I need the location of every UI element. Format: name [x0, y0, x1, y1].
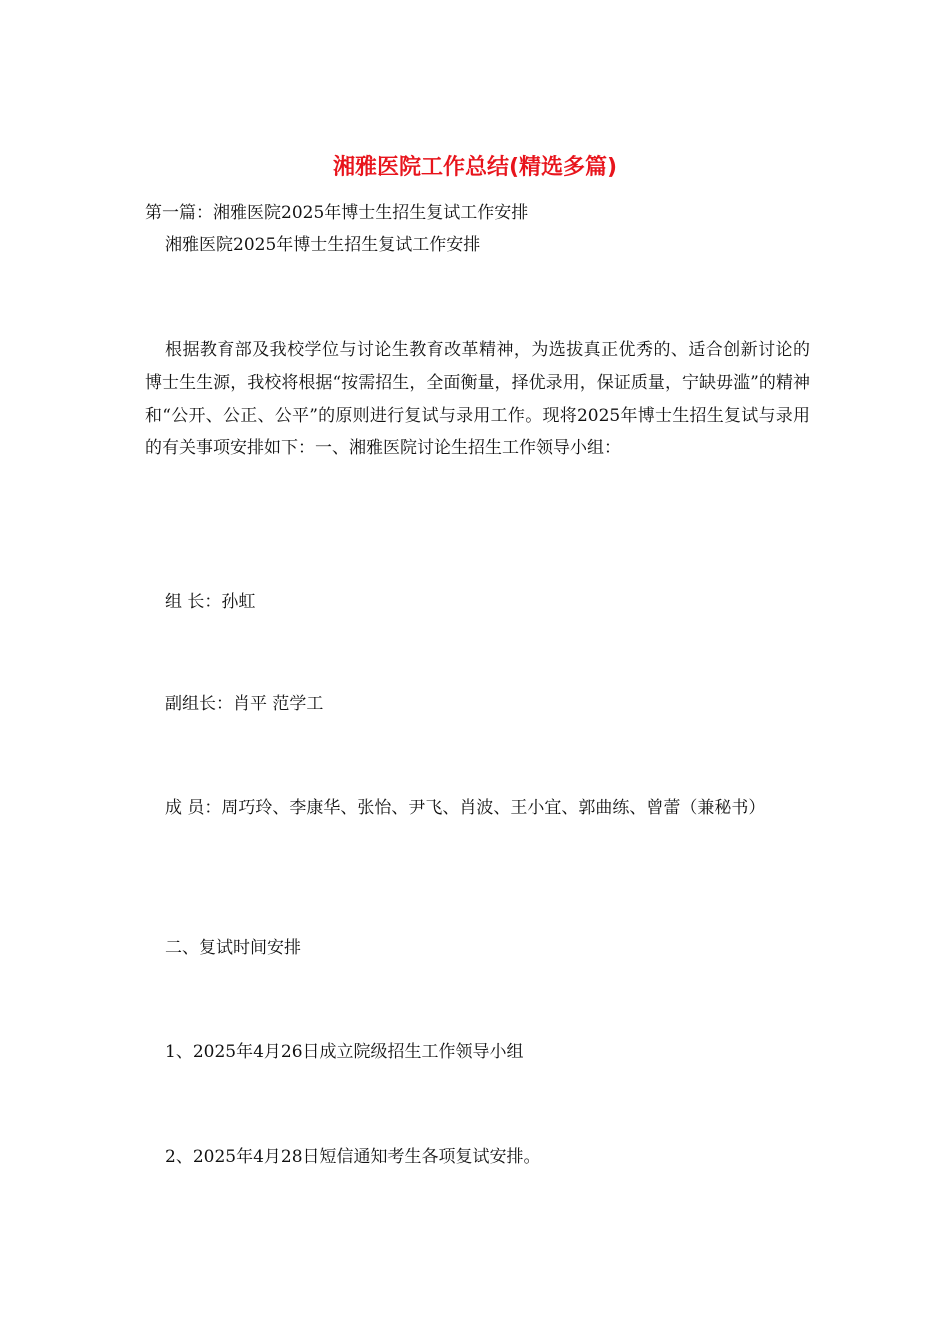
document-subtitle: 湘雅医院2025年博士生招生复试工作安排: [165, 235, 481, 255]
section-heading: 第一篇：湘雅医院2025年博士生招生复试工作安排: [145, 203, 529, 223]
leader-line: 组 长：孙虹: [165, 592, 256, 612]
intro-paragraph: 根据教育部及我校学位与讨论生教育改革精神，为选拔真正优秀的、适合创新讨论的博士生生源，我校将根据“按需招生，全面衡量，择优录用，保证质量，宁缺毋滥”的精神和“公开、公正、公平”的原则进行复试与录用工作。现将2025年博士生招生复试与录用的有关事项安排如下：一、湘雅医院讨论生招生工作领导小组：: [145, 340, 810, 459]
members-paragraph: 成 员：周巧玲、李康华、张怡、尹飞、肖波、王小宜、郭曲练、曾蕾（兼秘书）: [165, 798, 766, 818]
schedule-item-1: 1、2025年4月26日成立院级招生工作领导小组: [165, 1042, 524, 1062]
schedule-item-2: 2、2025年4月28日短信通知考生各项复试安排。: [165, 1147, 541, 1167]
deputy-leader-line: 副组长：肖平 范学工: [165, 694, 324, 714]
document-title: 湘雅医院工作总结(精选多篇): [332, 155, 618, 180]
section-two-heading: 二、复试时间安排: [165, 938, 301, 958]
